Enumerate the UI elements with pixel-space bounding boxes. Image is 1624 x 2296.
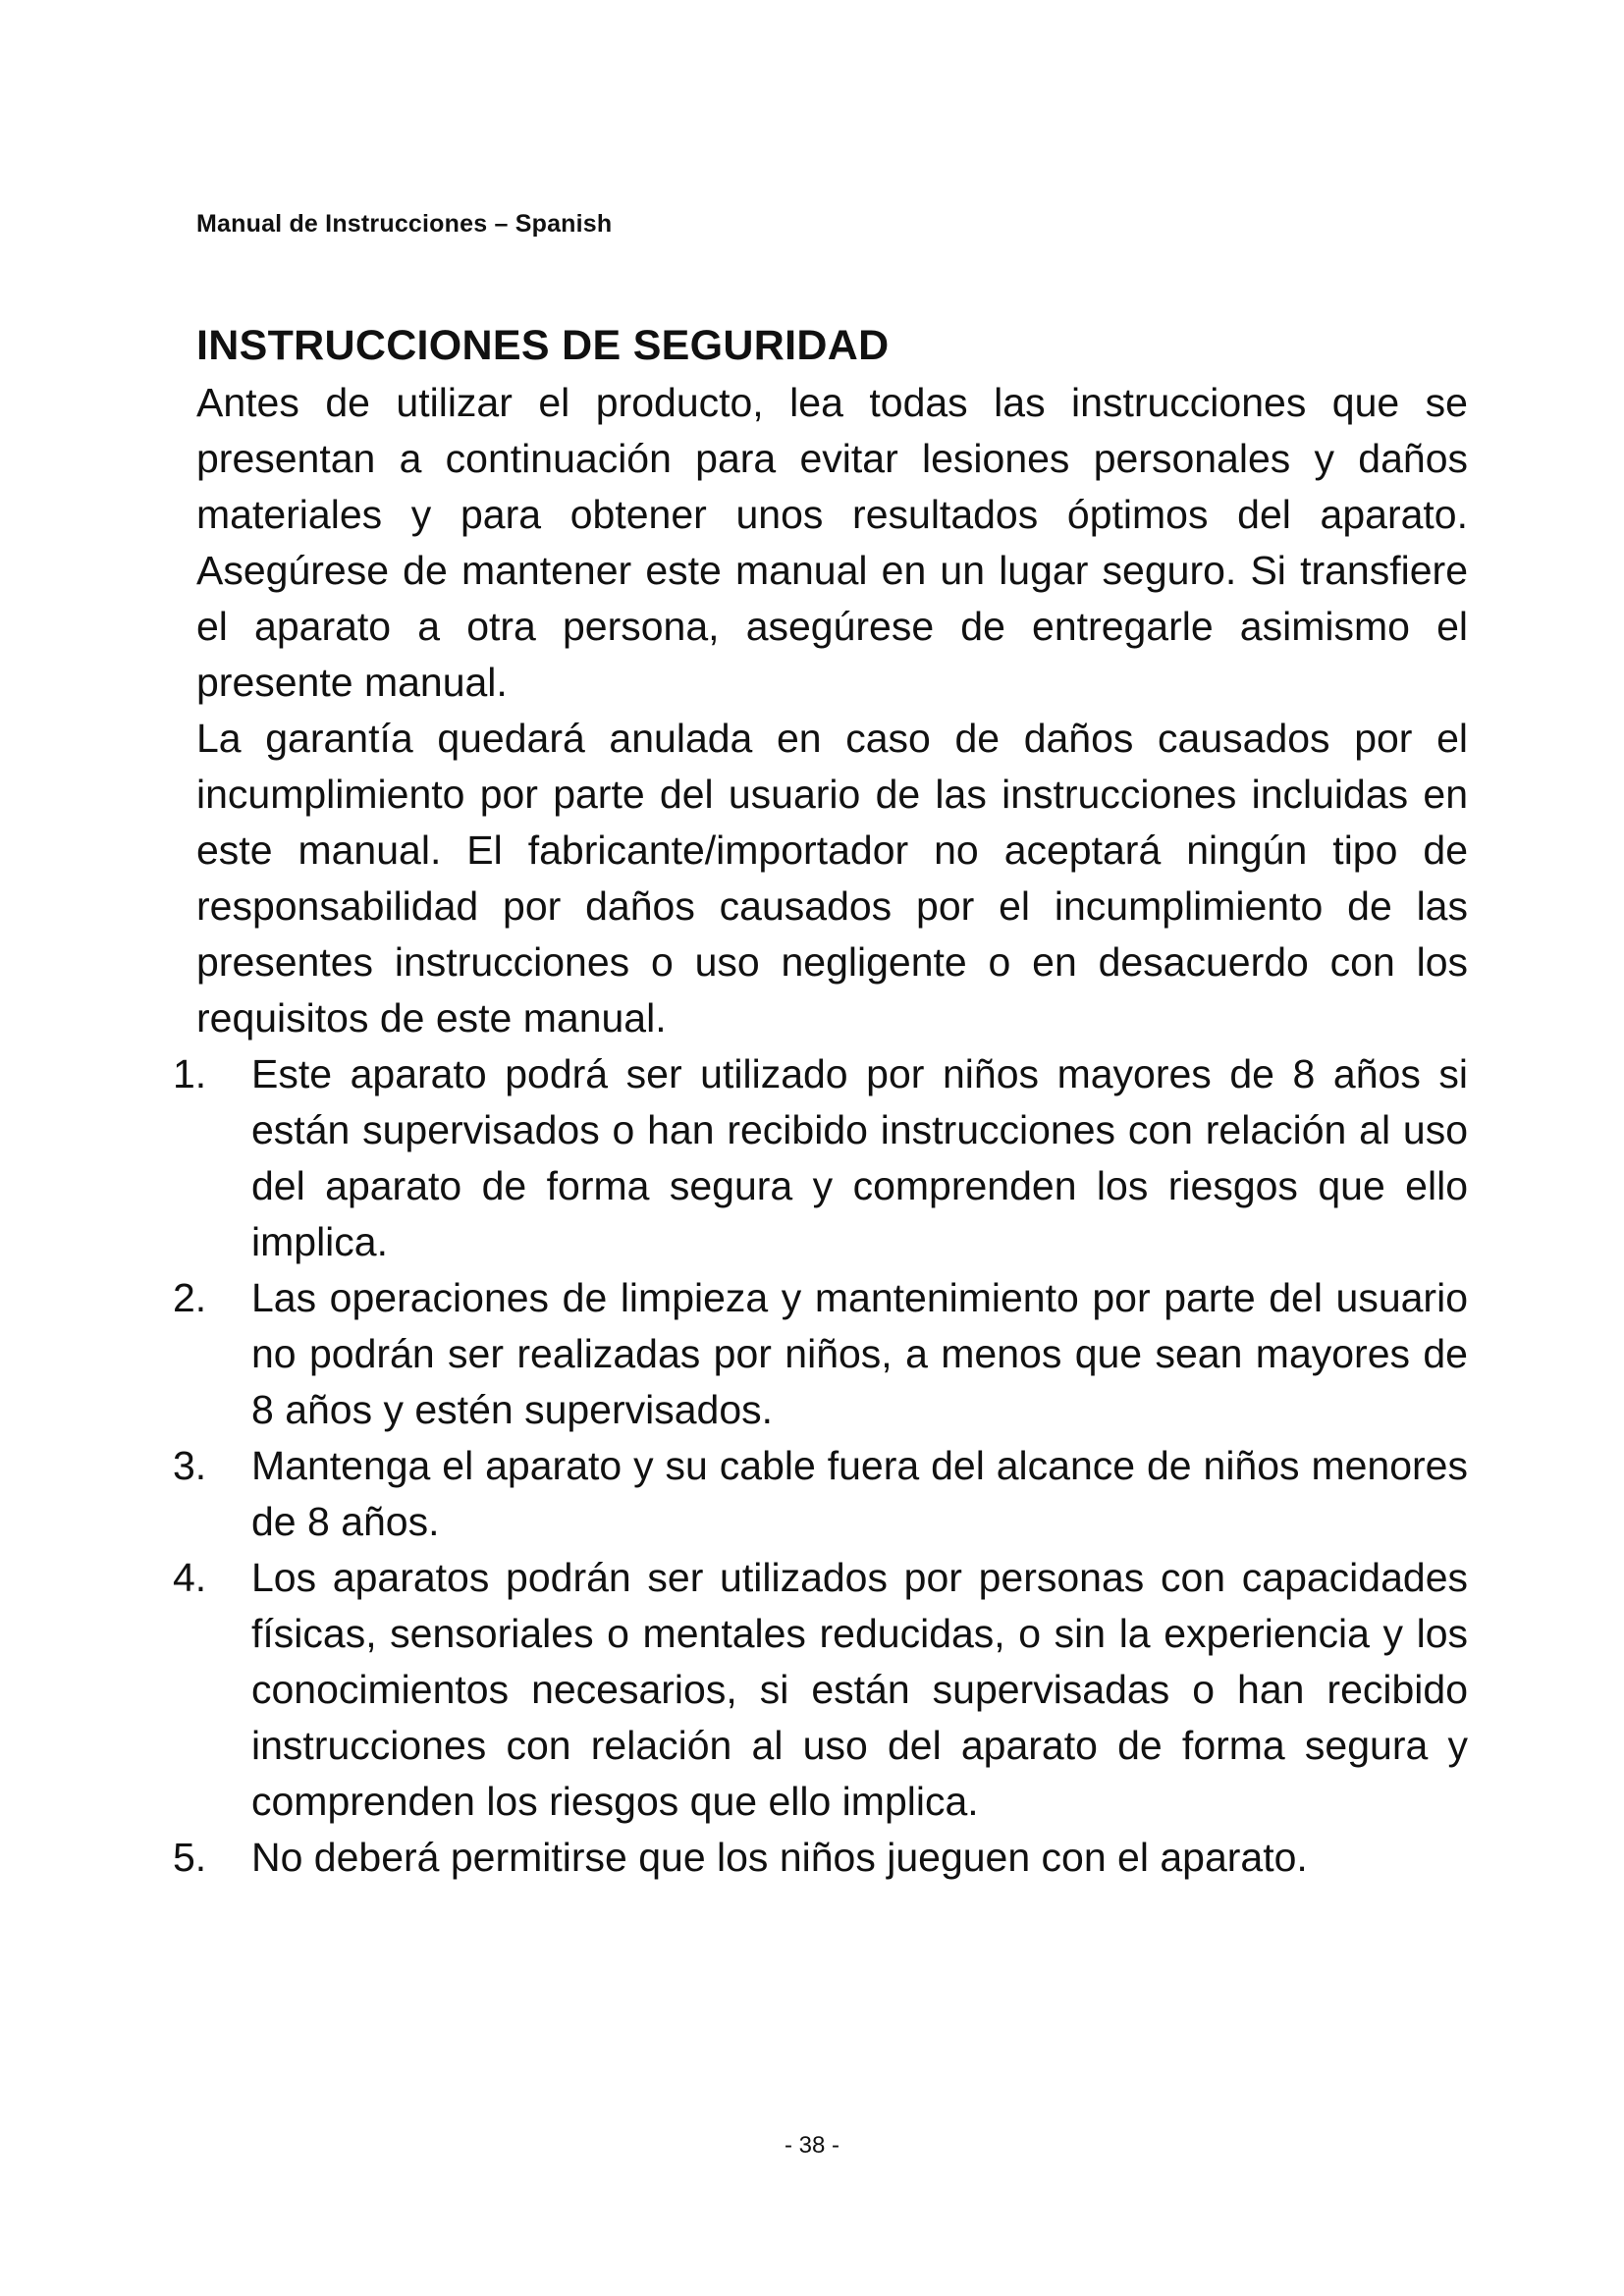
list-item — [173, 1550, 1468, 1830]
list-item-number: 3. — [173, 1443, 207, 1488]
list-item — [173, 1830, 1468, 1886]
list-item — [173, 1270, 1468, 1438]
section-title: INSTRUCCIONES DE SEGURIDAD — [196, 322, 890, 369]
list-item-text: Las operaciones de limpieza y mantenimiento por parte del usuario no podrán ser realizadas por niños, a menos que sean mayores de 8 años y estén supervisados. — [251, 1275, 1468, 1432]
list-item-number: 2. — [173, 1275, 207, 1320]
list-item-text: No deberá permitirse que los niños jueguen con el aparato. — [251, 1835, 1308, 1880]
list-item-text: Este aparato podrá ser utilizado por niños mayores de 8 años si están supervisados o han recibido instrucciones con relación al uso del aparato de forma segura y comprenden los riesgos que ello implica. — [251, 1051, 1468, 1264]
safety-section — [173, 316, 1468, 1886]
list-item-text: Los aparatos podrán ser utilizados por personas con capacidades físicas, sensoriales o mentales reducidas, o sin la experiencia y los conocimientos necesarios, si están supervisadas o han recibido instrucciones con relación al uso del aparato de forma segura y comprenden los riesgos que ello implica. — [251, 1555, 1468, 1824]
intro-paragraph: Antes de utilizar el producto, lea todas las instrucciones que se presentan a continuación para evitar lesiones personales y daños materiales y para obtener unos resultados óptimos del aparato. Asegúrese de mantener este manual en un lugar seguro. Si transfiere el aparato a otra persona, asegúrese de entregarle asimismo el presente manual. — [196, 380, 1468, 705]
list-item-number: 4. — [173, 1555, 207, 1600]
page-number: - 38 - — [784, 2132, 839, 2159]
list-item-number: 1. — [173, 1051, 207, 1096]
running-header: Manual de Instrucciones – Spanish — [196, 210, 613, 238]
list-item-number: 5. — [173, 1835, 207, 1880]
list-item-text: Mantenga el aparato y su cable fuera del alcance de niños menores de 8 años. — [251, 1443, 1468, 1544]
list-item — [173, 1438, 1468, 1550]
safety-instructions-list — [173, 1046, 1468, 1886]
warranty-paragraph: La garantía quedará anulada en caso de daños causados por el incumplimiento por parte del usuario de las instrucciones incluidas en este manual. El fabricante/importador no aceptará ningún tipo de responsabilidad por daños causados por el incumplimiento de las presentes instrucciones o uso negligente o en desacuerdo con los requisitos de este manual. — [196, 716, 1468, 1041]
list-item — [173, 1046, 1468, 1270]
